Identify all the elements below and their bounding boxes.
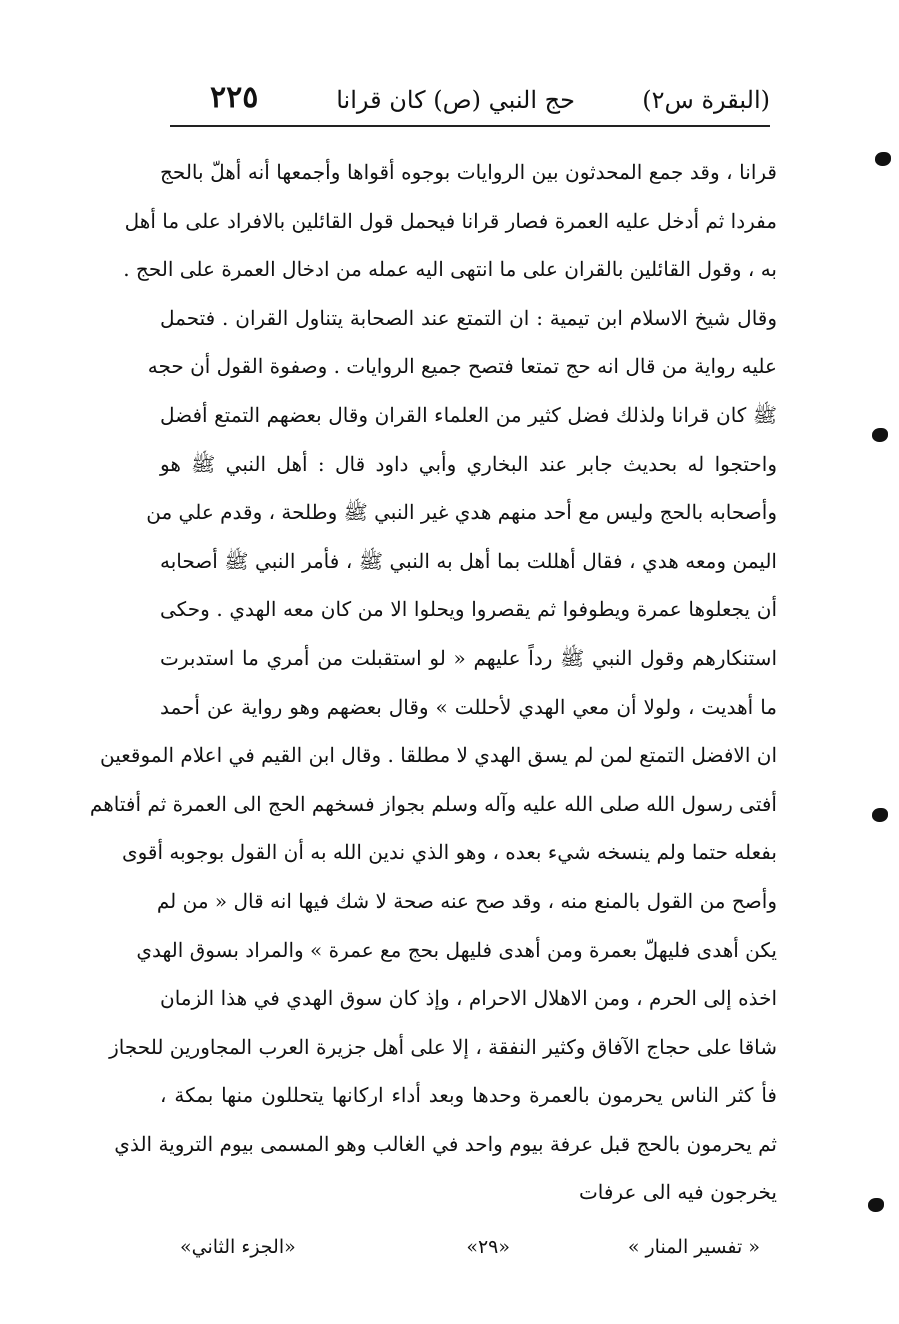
- text-line: ان الافضل التمتع لمن لم يسق الهدي لا مطلقا . وقال ابن القيم في اعلام الموقعين: [99, 743, 777, 768]
- text-line: استنكارهم وقول النبي ﷺ رداً عليهم « لو استقبلت من أمري ما استدبرت: [160, 645, 777, 670]
- margin-mark: [872, 808, 888, 822]
- text-line: يكن أهدى فليهلّ بعمرة ومن أهدى فليهل بحج مع عمرة » والمراد بسوق الهدي: [136, 937, 777, 962]
- text-line: بفعله حتما ولم ينسخه شيء بعده ، وهو الذي ندين الله به أن القول بوجوبه أقوى: [121, 840, 777, 865]
- header-title: حج النبي (ص) كان قرانا: [336, 86, 575, 114]
- footer-book-title: « تفسير المنار »: [627, 1236, 760, 1258]
- text-line: وقال شيخ الاسلام ابن تيمية : ان التمتع عند الصحابة يتناول القران . فتحمل: [160, 305, 777, 330]
- text-line: يخرجون فيه الى عرفات: [578, 1180, 777, 1205]
- text-line: اخذه إلى الحرم ، ومن الاهلال الاحرام ، وإذ كان سوق الهدي في هذا الزمان: [160, 986, 777, 1011]
- text-line: وأصحابه بالحج وليس مع أحد منهم هدي غير النبي ﷺ وطلحة ، وقدم علي من: [146, 500, 777, 525]
- text-line: ثم يحرمون بالحج قبل عرفة بيوم واحد في الغالب وهو المسمى بيوم التروية الذي: [114, 1131, 777, 1156]
- text-line: قرانا ، وقد جمع المحدثون بين الروايات بوجوه أقواها وأجمعها أنه أهلّ بالحج: [160, 160, 777, 184]
- margin-mark: [875, 152, 891, 166]
- running-header: [170, 78, 770, 118]
- header-rule: [170, 125, 770, 127]
- margin-mark: [868, 1198, 884, 1212]
- text-line: أفتى رسول الله صلى الله عليه وآله وسلم بجواز فسخهم الحج الى العمرة ثم أفتاهم: [89, 791, 777, 816]
- body-text: [89, 148, 777, 1217]
- header-surah: (البقرة س٢): [642, 86, 770, 114]
- text-line: ﷺ كان قرانا ولذلك فضل كثير من العلماء القران وقال بعضهم التمتع أفضل: [160, 402, 777, 427]
- text-line: مفردا ثم أدخل عليه العمرة فصار قرانا فيحمل قول القائلين بالافراد على ما أهل: [124, 208, 777, 233]
- text-line: ما أهديت ، ولولا أن معي الهدي لأحللت » وقال بعضهم وهو رواية عن أحمد: [160, 694, 777, 719]
- page-number: ٢٢٥: [210, 80, 259, 115]
- text-line: فأ كثر الناس يحرمون بالعمرة وحدها وبعد أداء اركانها يتحللون منها بمكة ،: [160, 1083, 777, 1108]
- text-line: أن يجعلوها عمرة ويطوفوا ثم يقصروا ويحلوا الا من كان معه الهدي . وحكى: [160, 597, 777, 622]
- text-line: به ، وقول القائلين بالقران على ما انتهى اليه عمله من ادخال العمرة على الحج .: [123, 257, 777, 282]
- margin-mark: [872, 428, 888, 442]
- footer-volume: «الجزء الثاني»: [180, 1236, 296, 1258]
- text-line: عليه رواية من قال انه حج تمتعا فتصح جميع الروايات . وصفوة القول أن حجه: [147, 354, 777, 379]
- text-line: اليمن ومعه هدي ، فقال أهللت بما أهل به النبي ﷺ ، فأمر النبي ﷺ أصحابه: [160, 548, 777, 573]
- footer-sheet-number: «٢٩»: [466, 1236, 510, 1258]
- page-footer: [180, 1232, 760, 1268]
- text-line: شاقا على حجاج الآفاق وكثير النفقة ، إلا على أهل جزيرة العرب المجاورين للحجاز: [109, 1034, 777, 1059]
- text-line: واحتجوا له بحديث جابر عند البخاري وأبي داود قال : أهل النبي ﷺ هو: [160, 451, 777, 476]
- text-line: وأصح من القول بالمنع منه ، وقد صح عنه صحة لا شك فيها انه قال « من لم: [156, 888, 777, 913]
